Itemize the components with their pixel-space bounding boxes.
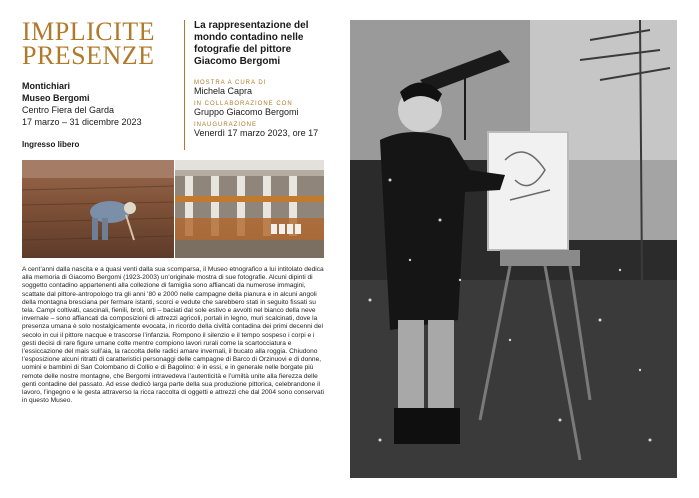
credits-block [194,76,334,139]
photo-field-worker [22,160,174,258]
painter-illustration [350,20,677,478]
entry-info: Ingresso libero [22,140,80,149]
venue-block [22,80,182,128]
collab-label: IN COLLABORAZIONE CON [194,101,293,107]
venue-city: Montichiari [22,81,71,91]
title-line-1: IMPLICITE [22,17,156,46]
collab-with: Gruppo Giacomo Bergomi [194,107,299,117]
field-worker-illustration [22,160,174,258]
exhibition-subtitle: La rappresentazione del mondo contadino nelle fotografie del pittore Giacomo Bergomi [194,20,309,67]
exhibition-description: A cent’anni dalla nascita e a quasi venti dalla sua scomparsa, il Museo etnografico a lui intitolato dedica alla memoria di Giacomo Bergomi (1923-2003) un’originale mostra di sue fotografie. Alcuni dipinti di soggetto contadino appartenenti alla collezione di famiglia sono affiancati da numerose immagini, scattate dal pittore-antropologo tra gli anni ’80 e 2000 nelle campagne della pianura e in alcuni angoli della montagna bresciana per fermare istanti, scorci e vedute che sarebbero stati in seguito fissati su tela. Campi coltivati, cascinali, fienili, broli, orti – baciati dal sole estivo e avvolti nel bianco della neve invernale – sono affiancati da composizioni di attrezzi agricoli, portali in legno, muri scalcinati, dove la presenza umana è solo nostalgicamente evocata, in ricordo della civiltà contadina dei primi decenni del secolo in cui il pittore nacque e trascorse l’infanzia. Rompono il silenzio e il tempo sospeso i corpi e i gesti decisi di rare figure umane colte mentre compiono lavori rurali come la scartocciatura e l’essiccazione del mais sull’aia, la raccolta delle radici amare invernali, il bucato alla roggia. Chiudono l’esposizione alcuni ritratti di caratteristici personaggi delle campagne di Barco di Orzinuovi e di donne, uomini e bambini di San Colombano di Collio e di Bagolino: è in essi, e in generale nelle borgate più remote delle nostre montagne, che Bergomi intravedeva l’autenticità e l’umiltà unite alla fierezza delle genti contadine del passato. Ad esse dedicò larga parte della sua produzione pittorica, celebrandone il lavoro, l’ingegno e le gesta attraverso la ricca raccolta di oggetti e attrezzi che dal 2004 sono conservati in questo Museo. [22,266,325,405]
curated-by: Michela Capra [194,86,253,96]
exhibition-title [22,17,182,70]
title-line-2: PRESENZE [22,41,155,70]
photo-painter-at-easel [350,20,677,478]
opening-label: INAUGURAZIONE [194,122,258,128]
photo-farmhouse [175,160,324,258]
venue-dates: 17 marzo – 31 dicembre 2023 [22,117,142,127]
venue-museum: Museo Bergomi [22,93,90,103]
curated-label: MOSTRA A CURA DI [194,80,267,86]
opening-date: Venerdì 17 marzo 2023, ore 17 [194,128,319,138]
farmhouse-illustration [175,160,324,258]
title-divider [184,20,185,150]
venue-place: Centro Fiera del Garda [22,105,115,115]
